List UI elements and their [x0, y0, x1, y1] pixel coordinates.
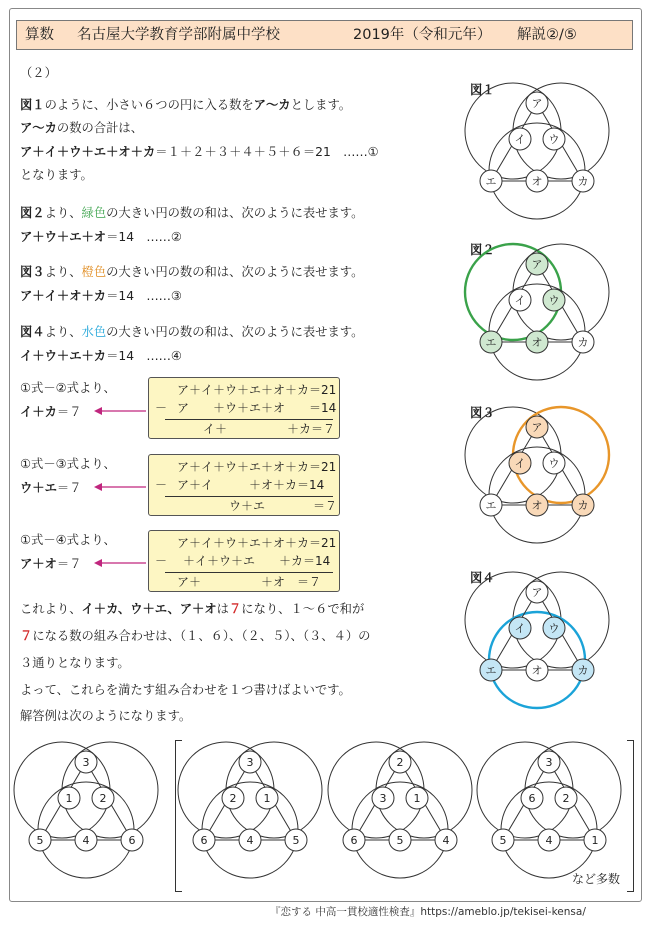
answer-example-3-triangle: [354, 762, 446, 840]
conclusion-line-1: これより、イ＋カ、ウ＋エ、ア＋オは７になり、１～６で和が: [20, 602, 365, 616]
equation-4: イ＋ウ＋エ＋カ＝14 ……④: [20, 349, 182, 363]
figure-3-node-label-2: イ: [514, 456, 526, 470]
answer-example-4: [477, 742, 621, 878]
sub-label-1: ①式－②式より、: [20, 381, 116, 395]
answer-example-4-node-label-3: 2: [562, 791, 570, 805]
answer-example-3: [328, 742, 472, 878]
answer-example-1: [14, 742, 158, 878]
figure-1-node-label-2: イ: [514, 132, 526, 146]
figure-4: [465, 572, 609, 708]
answer-example-1-node-label-2: 1: [65, 791, 73, 805]
subtraction-box-3: ア＋イ＋ウ＋エ＋オ＋カ＝21 － ＋イ＋ウ＋エ ＋カ＝14 ア＋ ＋オ ＝７: [148, 530, 340, 592]
figure-4-node-label-1: ア: [531, 585, 543, 599]
sub-label-2: ①式－③式より、: [20, 457, 116, 471]
answer-example-1-node-label-4: 5: [36, 833, 44, 847]
figure-3-triangle: [491, 427, 583, 505]
figure-1-node-label-3: ウ: [548, 132, 560, 146]
answer-example-4-triangle: [503, 762, 595, 840]
text-line-4: となります。: [20, 168, 93, 182]
figure-3-node-label-5: オ: [531, 498, 543, 512]
answer-example-3-node-label-6: 4: [442, 833, 450, 847]
figure-1-label: 図１: [470, 83, 495, 97]
figure-3-node-label-1: ア: [531, 420, 543, 434]
answer-example-2-node-label-5: 4: [246, 833, 254, 847]
sub-result-2: ウ＋エ＝７: [20, 481, 82, 495]
answer-example-4-node-label-4: 5: [499, 833, 507, 847]
more-note: など多数: [572, 872, 621, 886]
figure-2-node-label-3: ウ: [548, 293, 560, 307]
figure-3-node-label-6: カ: [577, 498, 589, 512]
title-school: 名古屋大学教育学部附属中学校: [77, 27, 280, 43]
figure-4-node-label-5: オ: [531, 663, 543, 677]
answer-example-4-node-label-1: 3: [545, 755, 553, 769]
conclusion-line-4: よって、これらを満たす組み合わせを１つ書けばよいです。: [20, 683, 351, 697]
answer-example-2-triangle: [204, 762, 296, 840]
figure-4-node-label-3: ウ: [548, 621, 560, 635]
answer-example-1-triangle: [40, 762, 132, 840]
answer-example-2-node-label-4: 6: [200, 833, 208, 847]
bracket-left: [175, 740, 182, 892]
figure-1-node-label-1: ア: [531, 96, 543, 110]
subtraction-box-2: ア＋イ＋ウ＋エ＋オ＋カ＝21 － ア＋イ ＋オ＋カ＝14 ウ＋エ ＝７: [148, 454, 340, 516]
bracket-right: [627, 740, 634, 892]
equation-1: ア＋イ＋ウ＋エ＋オ＋カ＝１＋２＋３＋４＋５＋６＝21 ……①: [20, 145, 379, 159]
answer-example-3-node-label-5: 5: [396, 833, 404, 847]
figure-4-node-label-6: カ: [577, 663, 589, 677]
conclusion-line-5: 解答例は次のようになります。: [20, 709, 192, 723]
conclusion-line-2: ７になる数の組み合わせは、（１、６）、（２、５）、（３、４）の: [20, 629, 371, 643]
answer-example-3-node-label-4: 6: [350, 833, 358, 847]
title-part: 解説②/⑤: [517, 27, 577, 43]
answer-example-3-node-label-1: 2: [396, 755, 404, 769]
figure-2-node-label-2: イ: [514, 293, 526, 307]
figure-2-node-label-5: オ: [531, 335, 543, 349]
figure-1-triangle: [491, 103, 583, 181]
answer-example-3-node-label-2: 3: [379, 791, 387, 805]
subtraction-box-1: ア＋イ＋ウ＋エ＋オ＋カ＝21 － ア ＋ウ＋エ＋オ ＝14 イ＋ ＋カ＝７: [148, 377, 340, 439]
sub-result-1: イ＋カ＝７: [20, 405, 82, 419]
answer-example-2: [178, 742, 322, 878]
answer-example-1-node-label-6: 6: [128, 833, 136, 847]
answer-example-1-node-label-1: 3: [82, 755, 90, 769]
answer-example-4-node-label-5: 4: [545, 833, 553, 847]
title-subject: 算数: [25, 27, 54, 43]
answer-example-2-node-label-6: 5: [292, 833, 300, 847]
equation-2: ア＋ウ＋エ＋オ＝14 ……②: [20, 230, 182, 244]
figure-4-node-label-4: エ: [485, 663, 497, 677]
text-fig3: 図３より、橙色の大きい円の数の和は、次のように表せます。: [20, 265, 364, 279]
figure-3-node-label-3: ウ: [548, 456, 560, 470]
figure-3-node-label-4: エ: [485, 498, 497, 512]
text-line-1: 図１のように、小さい６つの円に入る数をア～カとします。: [20, 98, 352, 112]
conclusion-line-3: ３通りとなります。: [20, 656, 130, 670]
answer-example-3-node-label-3: 1: [413, 791, 421, 805]
sub-label-3: ①式－④式より、: [20, 533, 116, 547]
figure-2: [465, 244, 609, 380]
answer-example-2-node-label-1: 3: [246, 755, 254, 769]
title-year: 2019年（令和元年）: [353, 27, 492, 43]
answer-example-4-node-label-6: 1: [591, 833, 599, 847]
figure-1-node-label-6: カ: [577, 174, 589, 188]
figure-1-node-label-5: オ: [531, 174, 543, 188]
figure-1: [465, 83, 609, 219]
equation-3: ア＋イ＋オ＋カ＝14 ……③: [20, 289, 182, 303]
text-fig4: 図４より、水色の大きい円の数の和は、次のように表せます。: [20, 325, 364, 339]
answer-example-1-node-label-3: 2: [99, 791, 107, 805]
answer-example-2-node-label-3: 1: [263, 791, 271, 805]
sub-result-3: ア＋オ＝７: [20, 557, 82, 571]
figure-2-triangle: [491, 264, 583, 342]
figure-4-triangle: [491, 592, 583, 670]
figure-1-node-label-4: エ: [485, 174, 497, 188]
section-label: （２）: [20, 66, 57, 80]
footer-credit: 『恋する 中高一貫校適性検査』https://ameblo.jp/tekisei-kensa/: [270, 906, 586, 918]
figure-4-label: 図４: [470, 571, 495, 585]
figure-2-node-label-1: ア: [531, 257, 543, 271]
figure-2-label: 図２: [470, 243, 495, 257]
answer-example-2-node-label-2: 2: [229, 791, 237, 805]
answer-example-4-node-label-2: 6: [528, 791, 536, 805]
figure-2-node-label-4: エ: [485, 335, 497, 349]
text-line-2: ア～カの数の合計は、: [20, 121, 143, 135]
answer-example-1-node-label-5: 4: [82, 833, 90, 847]
figure-3: [465, 407, 609, 543]
figure-2-node-label-6: カ: [577, 335, 589, 349]
text-fig2: 図２より、緑色の大きい円の数の和は、次のように表せます。: [20, 206, 364, 220]
figure-3-label: 図３: [470, 406, 495, 420]
figure-4-node-label-2: イ: [514, 621, 526, 635]
